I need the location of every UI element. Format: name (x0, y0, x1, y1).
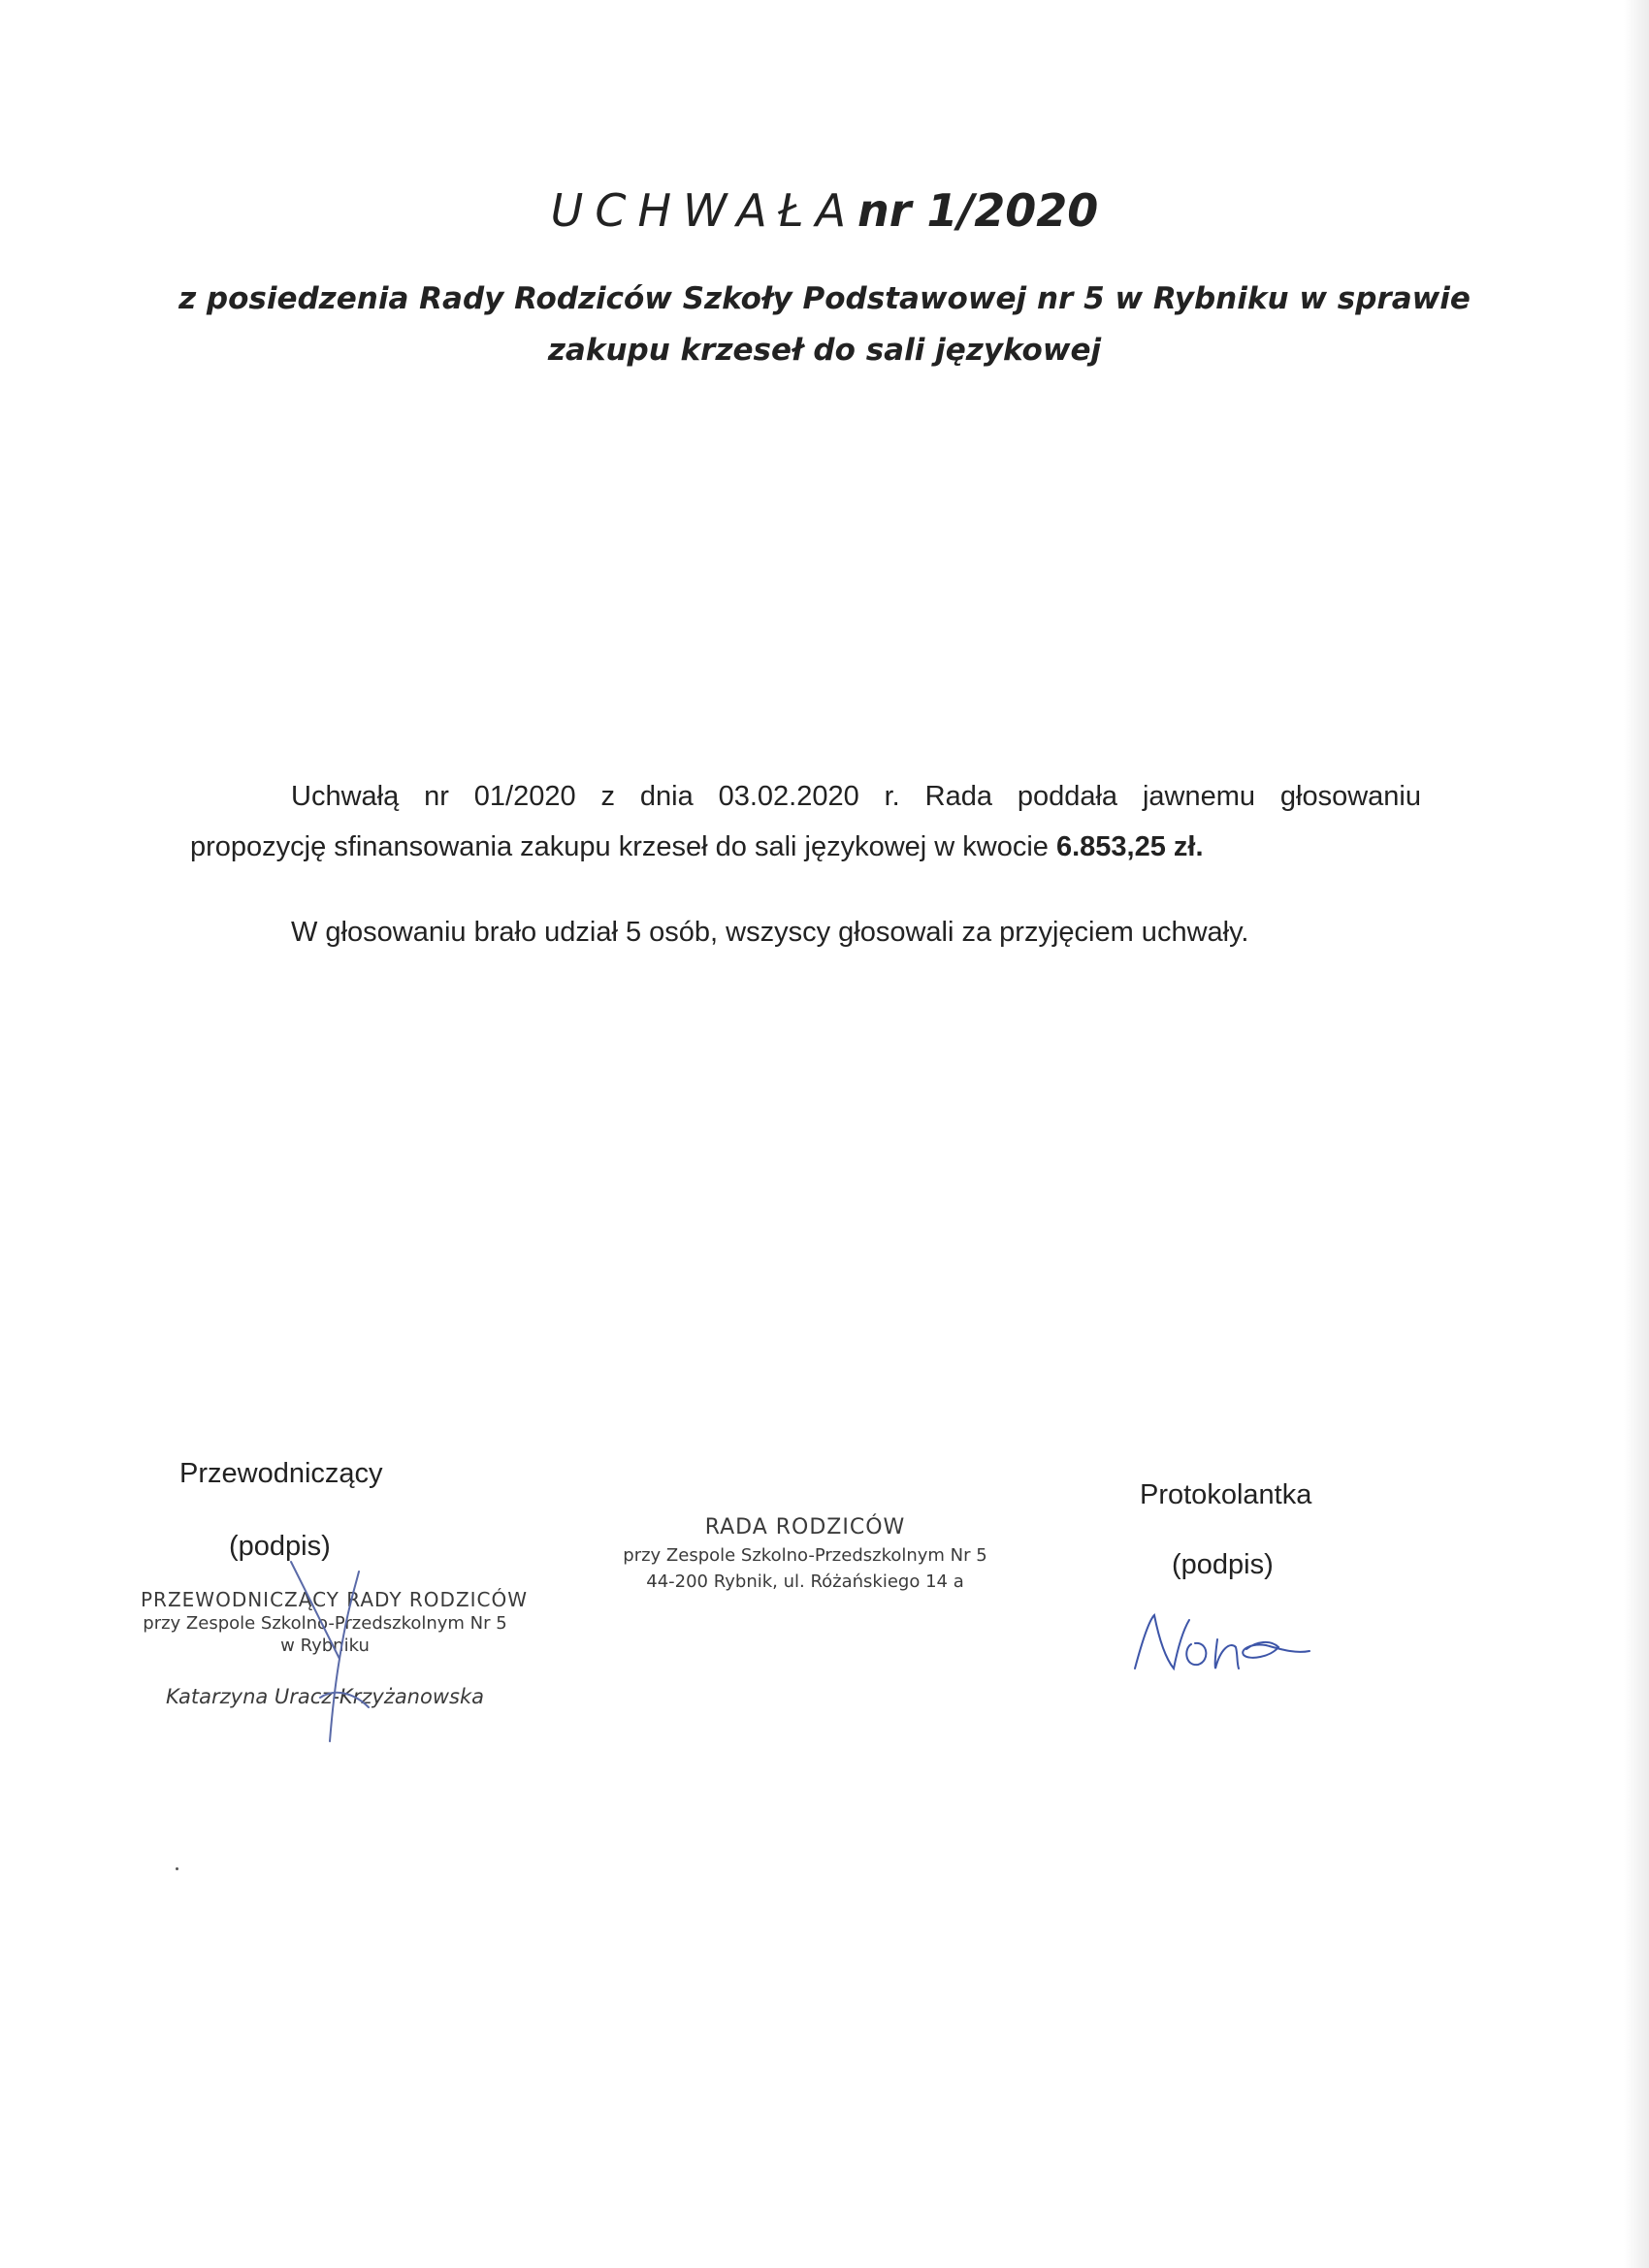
council-stamp-institution: przy Zespole Szkolno-Przedszkolnym Nr 5 (623, 1545, 987, 1566)
council-stamp (611, 1515, 999, 1592)
subtitle-line-2: zakupu krzeseł do sali językowej (547, 333, 1102, 368)
paragraph-1-line-2 (190, 831, 1204, 863)
title-number: nr 1/2020 (857, 184, 1099, 237)
scan-speck (176, 1867, 178, 1870)
protocol-signature-scribble (1125, 1601, 1339, 1688)
chair-podpis: (podpis) (229, 1531, 331, 1562)
council-stamp-address: 44-200 Rybnik, ul. Różańskiego 14 a (646, 1571, 964, 1592)
chair-label: Przewodniczący (179, 1458, 383, 1489)
paragraph-2: W głosowaniu brało udział 5 osób, wszyscy głosowali za przyjęciem uchwały. (291, 917, 1249, 948)
chair-stamp-name: Katarzyna Uracz-Krzyżanowska (165, 1685, 484, 1708)
chair-stamp (141, 1588, 529, 1708)
title-word: UCHWAŁA (550, 184, 858, 237)
council-stamp-title: RADA RODZICÓW (704, 1515, 906, 1539)
paragraph-1-line-1: Uchwałą nr 01/2020 z dnia 03.02.2020 r. Rada poddała jawnemu głosowaniu (291, 781, 1421, 812)
chair-stamp-city: w Rybniku (280, 1636, 370, 1656)
paragraph-1-line-2-text: propozycję sfinansowania zakupu krzeseł do sali językowej w kwocie (190, 831, 1056, 862)
protocol-label: Protokolantka (1140, 1479, 1312, 1510)
protocol-podpis: (podpis) (1172, 1549, 1274, 1580)
amount: 6.853,25 zł. (1055, 831, 1204, 862)
chair-stamp-institution: przy Zespole Szkolno-Przedszkolnym Nr 5 (143, 1613, 507, 1634)
chair-stamp-title: PRZEWODNICZĄCY RADY RODZICÓW (141, 1588, 529, 1611)
subtitle-line-1: z posiedzenia Rady Rodziców Szkoły Podstawowej nr 5 w Rybniku w sprawie (178, 281, 1471, 316)
document-title (0, 184, 1649, 237)
